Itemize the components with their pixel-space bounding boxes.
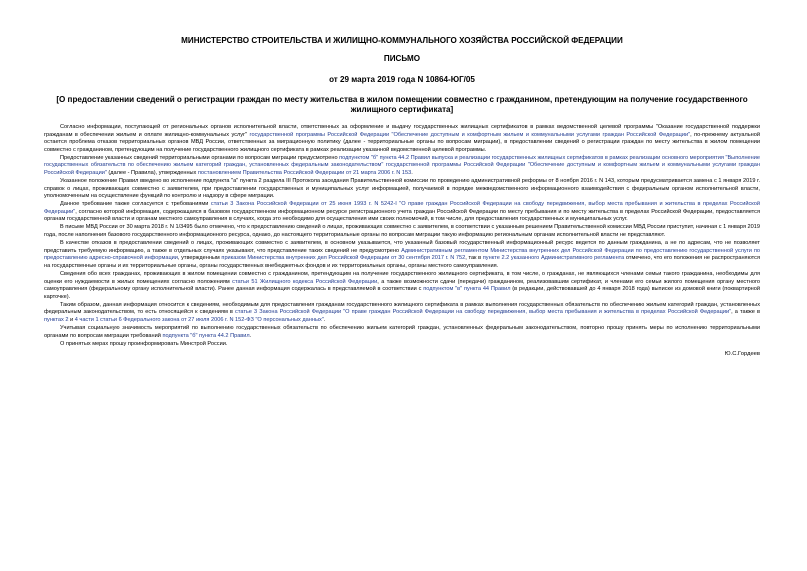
document-link[interactable]: Административным регламентом Министерства внутренних дел Российской Федерации по предоставлению государственной услуги по предоставлению адресно-справочной информации xyxy=(44,247,760,262)
paragraph-text: Предоставление указанных сведений территориальными органами по вопросам миграции предусмотрено xyxy=(60,154,340,161)
document-link[interactable]: пункте 2.2 указанного Административного регламента xyxy=(482,255,625,262)
paragraph-text: Сведения обо всех гражданах, проживающих в жилом помещении совместно с гражданином, претендующим на получение государственного жилищного сертификата, в том числе, о гражданах, не являющихся членами семьи такого гражданина, необходимы для оценки его нуждаемости в жилых помещениях согласно положениям xyxy=(44,270,760,285)
paragraph-text: (в редакции, действовавшей до 4 января 2018 года) выписке из домовой книги (поквартирной карточке). xyxy=(44,286,761,300)
document-link[interactable]: статьи 51 Жилищного кодекса Российской Федерации xyxy=(232,278,378,285)
document-type: ПИСЬМО xyxy=(383,54,421,63)
paragraph xyxy=(44,178,760,201)
document-body xyxy=(44,124,760,348)
document-link[interactable]: статье 3 Закона Российской Федерации "О праве граждан Российской Федерации на свободу передвижения, выбор места пребывания и жительства в пределах Российской Федерации" xyxy=(235,309,732,316)
paragraph-text: . xyxy=(323,316,326,323)
document-link[interactable]: подпунктом "б" пункта 44.2 Правил выпуска и реализации государственных жилищных сертификатов в рамках реализации основного мероприятия "Выполнение государственных обязательств по обеспечению жильем категорий граждан, установленных федеральным законодательством" государственной программы Российской Федерации "Обеспечение доступным и комфортным жильем и коммунальными услугами граждан Российской Федерации" xyxy=(44,154,760,176)
paragraph-text: , а также возможности сдачи (передачи) гражданином, реализовавшим сертификат, и членами его семьи жилого помещения органу местного самоуправления (федеральному органу исполнительной власти). Ранее данная информация содержалась в представляемой в соответствии с xyxy=(44,278,761,293)
signature: Ю.С.Гордеев xyxy=(724,351,760,358)
paragraph-text: , утвержденным xyxy=(177,255,222,262)
paragraph xyxy=(44,302,760,325)
document-link[interactable]: подпунктом "в" пункта 44 Правил xyxy=(423,286,511,293)
paragraph-text: Указанное положение Правил введено во исполнение подпункта "а" пункта 2 раздела III Протокола заседания Правительственной комиссии по проведению административной реформы от 8 ноября 2016 г. N 143, которым предусматривается замена с 1 января 2019 г. справок о лицах, проживающих совместно с заявителем, при предоставлении государственных и муниципальных услуг информацией, получаемой в порядке межведомственного информационного взаимодействия с федеральным органом исполнительной власти, уполномоченным на осуществление функций по контролю и надзору в сфере миграции. xyxy=(44,178,760,200)
document-link[interactable]: статьи 3 Закона Российской Федерации от 25 июня 1993 г. N 5242-I "О праве граждан Российской Федерации на свободу передвижения, выбор места пребывания и жительства в пределах Российской Федерации" xyxy=(44,201,760,215)
paragraph xyxy=(44,325,760,340)
paragraph xyxy=(44,341,760,349)
paragraph xyxy=(44,271,760,301)
paragraph xyxy=(44,155,760,178)
document-date-number: от 29 марта 2019 года N 10864-ЮГ/05 xyxy=(329,75,475,84)
document-subject: [О предоставлении сведений о регистрации граждан по месту жительства в жилом помещении совместно с гражданином, претендующим на получение государственного жилищного сертификата] xyxy=(56,95,748,114)
paragraph-text: . xyxy=(411,169,413,176)
paragraph xyxy=(44,240,760,270)
document-link[interactable]: 4 части 1 статьи 6 Федерального закона от 27 июля 2006 г. N 152-ФЗ "О персональных данных" xyxy=(74,316,324,323)
ministry-title: МИНИСТЕРСТВО СТРОИТЕЛЬСТВА И ЖИЛИЩНО-КОММУНАЛЬНОГО ХОЗЯЙСТВА РОССИЙСКОЙ ФЕДЕРАЦИИ xyxy=(181,36,623,45)
document-page xyxy=(44,36,760,358)
paragraph-text: отмечено, что его положения не распространяются на государственные органы и их территориальные органы, органы государственных внебюджетных фондов и их территориальных органы, органы местного самоуправления. xyxy=(44,255,760,269)
paragraph-text: , так в xyxy=(465,255,483,262)
paragraph-text: О принятых мерах прошу проинформировать Минстрой России. xyxy=(60,340,228,347)
paragraph xyxy=(44,224,760,239)
paragraph-text: В письме МВД России от 30 марта 2018 г. N 1/3495 было отмечено, что к предоставлению сведений о лицах, проживающих совместно с заявителем, в соответствии с указанным решением Правительственной комиссии МВД России приступит, начиная с 1 января 2019 года, после наполнения базового государственного информационного ресурса, однако, до настоящего территориальные органы по вопросам миграции такую информацию региональным органам исполнительной власти не представляют. xyxy=(44,224,760,239)
paragraph-text: . xyxy=(249,332,252,339)
paragraph-text: и xyxy=(68,316,75,323)
document-link[interactable]: государственной программы Российской Федерации "Обеспечение доступным и комфортным жильем и коммунальными услугами граждан Российской Федерации" xyxy=(249,131,691,138)
paragraph-text: , по-прежнему актуальной остается проблема отказов территориальных органов МВД России, ответственных за миграционную политику (далее - территориальные органы по вопросам миграции), в предоставлении сведений о регистрации граждан по месту жительства в жилом помещении совместно с гражданином, претендующим на получение государственного жилищного сертификата в рамках реализации указанной ведомственной целевой программы. xyxy=(44,131,760,153)
paragraph xyxy=(44,124,760,154)
document-link[interactable]: подпункта "б" пункта 44.2 Правил xyxy=(162,332,250,339)
paragraph-text: Учитывая социальную значимость мероприятий по выполнению государственных обязательств по обеспечению жильем категорий граждан, установленных федеральным законодательством, повторно прошу принять меры по исполнению территориальными органами по вопросам миграции требований xyxy=(44,324,760,339)
paragraph-text: , согласно которой информация, содержащаяся в базовом государственном информационном ресурсе регистрационного учета граждан Российской Федерации по месту пребывания и по месту жительства в пределах Российской Федерации, предоставляется органам государственной власти и органам местного самоуправления в случаях, когда это необходимо для осуществления ими своих полномочий, в том числе, для предоставления государственных и муниципальных услуг. xyxy=(44,208,760,223)
paragraph-text: Таким образом, данная информация относится к сведениям, необходимым для предоставления гражданам государственного жилищного сертификата в рамках выполнения государственных обязательств по обеспечению жильем категорий граждан, установленных федеральным законодательством, то есть относящейся к сведениям в xyxy=(44,301,760,316)
paragraph-text: В качестве отказов в предоставлении сведений о лицах, проживающих совместно с заявителем, в основном указывается, что указанный базовый государственный информационный ресурс ведется по данным гражданина, а не по адресам, что не позволяет представить требуемую информацию, а также в отдельных случаях указывают, что представление таких сведений не предусмотрено xyxy=(44,240,760,254)
paragraph-text: (далее - Правила), утвержденных xyxy=(106,169,198,176)
paragraph-text: Данное требование также согласуется с требованиями xyxy=(60,201,211,208)
paragraph-text: Согласно информации, поступающей от региональных органов исполнительной власти, ответственных за оформление и выдачу государственных жилищных сертификатов в рамках ведомственной целевой программы "Оказание государственной поддержки гражданам в обеспечении жильем и оплате жилищно-коммунальных услуг" xyxy=(44,124,760,138)
paragraph-text: , а также в xyxy=(731,309,760,316)
document-link[interactable]: приказом Министерства внутренних дел Российской Федерации от 30 сентября 2017 г. N 752 xyxy=(221,255,466,262)
paragraph xyxy=(44,201,760,224)
document-link[interactable]: пунктах 2 xyxy=(44,316,69,323)
document-link[interactable]: постановлением Правительства Российской Федерации от 21 марта 2006 г. N 153 xyxy=(197,169,412,176)
